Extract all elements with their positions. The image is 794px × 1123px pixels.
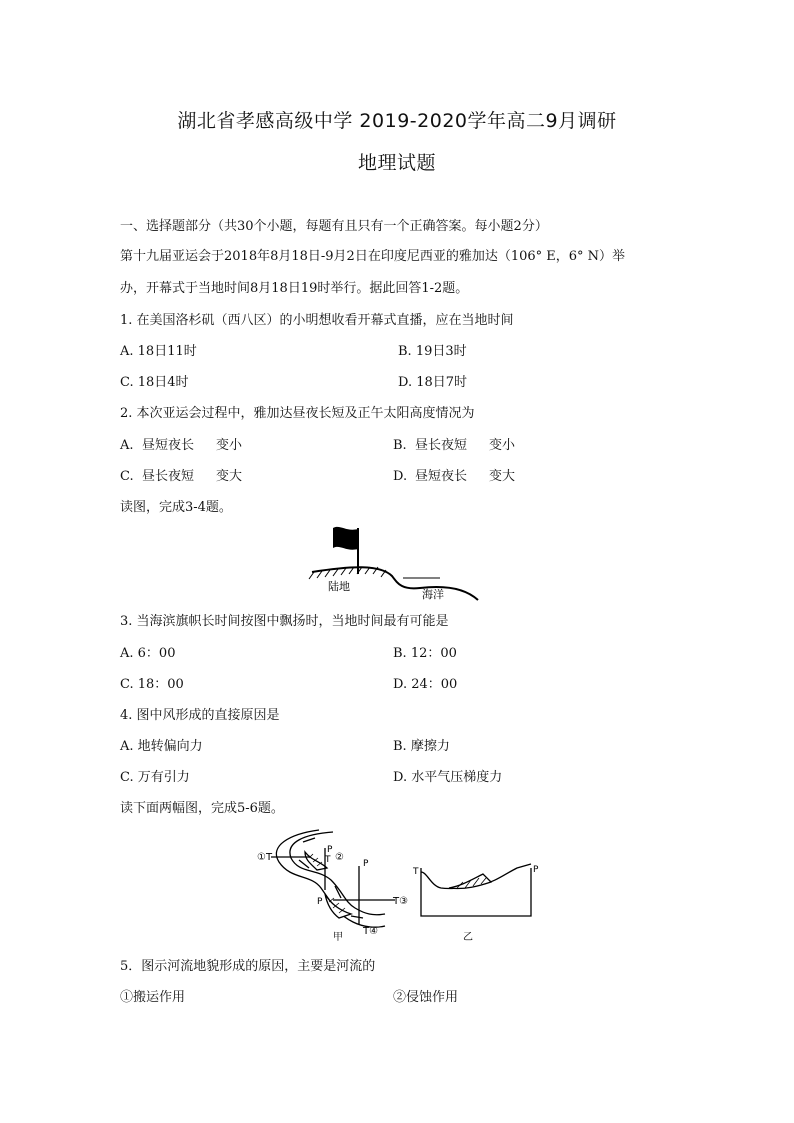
question-4-option-a: A. 地转偏向力 (120, 739, 203, 754)
t-label-1: T (325, 855, 331, 865)
question-4-option-d: D. 水平气压梯度力 (393, 770, 503, 785)
question-1-stem: 1. 在美国洛杉矶（西八区）的小明想收看开幕式直播，应在当地时间 (120, 313, 514, 328)
question-4-stem: 4. 图中风形成的直接原因是 (120, 708, 280, 723)
read-instruction-1: 读图，完成3-4题。 (120, 500, 232, 515)
p-label-2: P (363, 859, 369, 869)
option-part2: 变小 (489, 438, 516, 453)
option-letter: C. (120, 469, 134, 484)
intro-text-line1: 第十九届亚运会于2018年8月18日-9月2日在印度尼西亚的雅加达（106° E，6° N）举 (120, 249, 626, 264)
question-5-stem: 5．图示河流地貌形成的原因，主要是河流的 (120, 959, 376, 974)
figure-jia-label: 甲 (333, 932, 343, 943)
river-meander-figure (255, 828, 545, 943)
question-2-option-b (393, 437, 515, 455)
question-3-stem: 3. 当海滨旗帜长时间按图中飘扬时，当地时间最有可能是 (120, 614, 449, 629)
question-1-option-b: B. 19日3时 (398, 344, 467, 359)
option-letter: D. (393, 469, 408, 484)
option-letter: A. (120, 438, 134, 453)
option-part1: 昼长夜短 (142, 469, 195, 484)
coast-flag-figure (300, 520, 500, 605)
section-1-label: ①T (257, 852, 273, 863)
question-5-option-2: ②侵蚀作用 (393, 990, 459, 1005)
figure-yi-label: 乙 (463, 932, 473, 943)
question-4-option-b: B. 摩擦力 (393, 739, 450, 754)
question-2-option-c (120, 468, 242, 486)
p-label-1: P (327, 845, 333, 855)
option-part2: 变大 (489, 469, 516, 484)
cross-section-p-label: P (533, 865, 539, 875)
flag (333, 527, 358, 550)
page-title: 湖北省孝感高级中学 2019-2020学年高二9月调研 (177, 110, 617, 132)
meander-plan-view (271, 830, 395, 927)
question-4-option-c: C. 万有引力 (120, 770, 190, 785)
p-label-3: P (317, 897, 323, 907)
option-part2: 变小 (216, 438, 243, 453)
question-2-option-d (393, 468, 515, 486)
question-3-option-c: C. 18：00 (120, 677, 184, 692)
land-label: 陆地 (328, 580, 350, 593)
question-5-option-1: ①搬运作用 (120, 990, 186, 1005)
question-2-stem: 2. 本次亚运会过程中，雅加达昼夜长短及正午太阳高度情况为 (120, 406, 475, 421)
option-letter: B. (393, 438, 407, 453)
cross-section-view (421, 864, 531, 916)
option-part1: 昼长夜短 (415, 438, 468, 453)
question-1-option-a: A. 18日11时 (120, 344, 197, 359)
option-part1: 昼短夜长 (142, 438, 195, 453)
section-4-label: T④ (363, 926, 379, 937)
question-3-option-b: B. 12：00 (393, 646, 457, 661)
question-1-option-c: C. 18日4时 (120, 375, 189, 390)
section-heading: 一、选择题部分（共30个小题，每题有且只有一个正确答案。每小题2分） (120, 219, 548, 234)
intro-text-line2: 办，开幕式于当地时间8月18日19时举行。据此回答1-2题。 (120, 281, 469, 296)
question-1-option-d: D. 18日7时 (398, 375, 468, 390)
page-subtitle: 地理试题 (357, 152, 436, 174)
section-2-label: ② (335, 852, 344, 863)
question-3-option-a: A. 6：00 (120, 646, 176, 661)
section-3-label: T③ (393, 896, 409, 907)
read-instruction-2: 读下面两幅图，完成5-6题。 (120, 801, 284, 816)
question-3-option-d: D. 24：00 (393, 677, 458, 692)
option-part2: 变大 (216, 469, 243, 484)
question-2-option-a (120, 437, 242, 455)
option-part1: 昼短夜长 (415, 469, 468, 484)
ocean-label: 海洋 (422, 588, 444, 601)
cross-section-t-label: T (413, 867, 419, 877)
